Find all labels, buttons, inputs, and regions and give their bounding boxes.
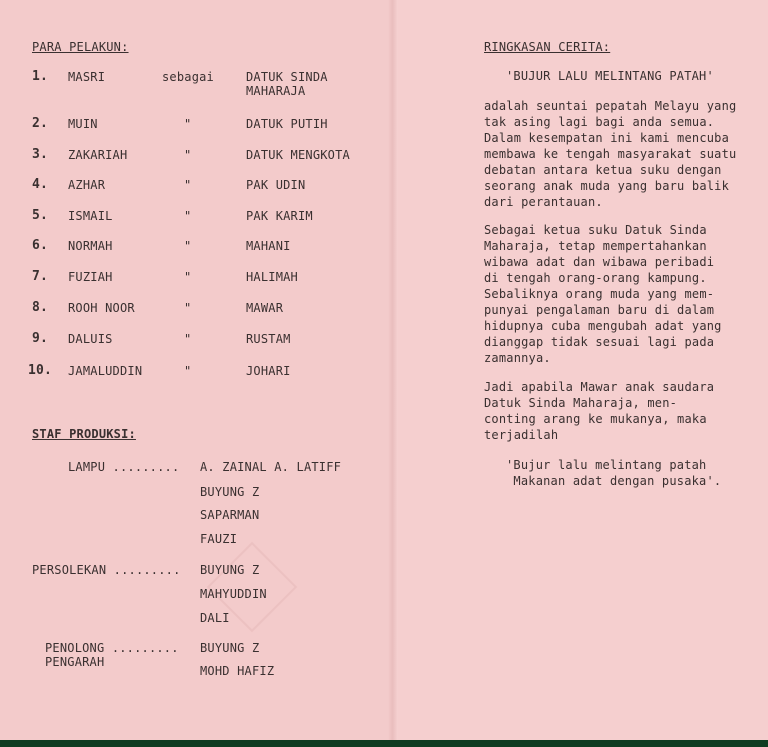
staff-name: A. ZAINAL A. LATIFF [200, 460, 342, 474]
cast-role: JOHARI [246, 364, 291, 378]
ditto-mark: " [184, 332, 192, 346]
ditto-mark: " [184, 270, 192, 284]
staff-name: SAPARMAN [200, 508, 260, 522]
cast-number: 8. [32, 300, 49, 315]
cast-connector: sebagai [162, 70, 214, 84]
cast-role: RUSTAM [246, 332, 291, 346]
cast-actor: MUIN [68, 117, 98, 131]
staff-name: FAUZI [200, 532, 238, 546]
synopsis-paragraph-3: Jadi apabila Mawar anak saudara Datuk Sinda Maharaja, men- conting arang ke mukanya, maka terjadilah [484, 380, 715, 442]
cast-role: HALIMAH [246, 270, 298, 284]
cast-number: 2. [32, 116, 49, 131]
ditto-mark: " [184, 239, 192, 253]
cast-role: PAK UDIN [246, 178, 306, 192]
cast-number: 1. [32, 69, 49, 84]
cast-actor: FUZIAH [68, 270, 113, 284]
cast-actor: AZHAR [68, 178, 106, 192]
cast-number: 9. [32, 331, 49, 346]
cast-role: DATUK PUTIH [246, 117, 328, 131]
staff-role-lampu: LAMPU ......... [68, 460, 180, 474]
cast-heading: PARA PELAKUN: [32, 40, 129, 54]
cast-actor: ZAKARIAH [68, 148, 128, 162]
ditto-mark: " [184, 178, 192, 192]
staff-name: BUYUNG Z [200, 563, 260, 577]
cast-number: 10. [28, 363, 53, 378]
cast-role: PAK KARIM [246, 209, 313, 223]
staff-role-penolong: PENOLONG ......... [45, 641, 179, 655]
cast-number: 6. [32, 238, 49, 253]
staff-role-persolekan: PERSOLEKAN ......... [32, 563, 181, 577]
center-fold [388, 0, 398, 740]
cast-role-line2: MAHARAJA [246, 84, 306, 98]
staff-name: DALI [200, 611, 230, 625]
cast-number: 3. [32, 147, 49, 162]
synopsis-heading: RINGKASAN CERITA: [484, 40, 611, 54]
cast-role: DATUK MENGKOTA [246, 148, 350, 162]
cast-number: 4. [32, 177, 49, 192]
ditto-mark: " [184, 209, 192, 223]
cast-actor: JAMALUDDIN [68, 364, 143, 378]
cast-number: 5. [32, 208, 49, 223]
staff-role-penolong-line2: PENGARAH [45, 655, 105, 669]
cast-actor: MASRI [68, 70, 106, 84]
staff-name: MAHYUDDIN [200, 587, 267, 601]
staff-name: BUYUNG Z [200, 485, 260, 499]
cast-role: MAWAR [246, 301, 284, 315]
cast-role: DATUK SINDA [246, 70, 328, 84]
synopsis-paragraph-1: adalah seuntai pepatah Melayu yang tak asing lagi bagi anda semua. Dalam kesempatan ini kami mencuba membawa ke tengah masyarakat suatu debatan antara ketua suku dengan seorang anak muda yang baru balik dari perantauan. [484, 99, 737, 209]
ditto-mark: " [184, 364, 192, 378]
cast-number: 7. [32, 269, 49, 284]
staff-heading: STAF PRODUKSI: [32, 427, 136, 441]
staff-name: BUYUNG Z [200, 641, 260, 655]
cast-actor: DALUIS [68, 332, 113, 346]
synopsis-title: 'BUJUR LALU MELINTANG PATAH' [506, 69, 714, 83]
synopsis-paragraph-2: Sebagai ketua suku Datuk Sinda Maharaja, tetap mempertahankan wibawa adat dan wibawa peribadi di tengah orang-orang kampung. Sebaliknya orang muda yang mem- punyai pengalaman baru di dalam hidupnya cuba mengubah adat yang dianggap tidak sesuai lagi pada zamannya. [484, 223, 722, 365]
ditto-mark: " [184, 301, 192, 315]
cast-actor: NORMAH [68, 239, 113, 253]
staff-name: MOHD HAFIZ [200, 664, 275, 678]
ditto-mark: " [184, 148, 192, 162]
cast-actor: ROOH NOOR [68, 301, 135, 315]
cast-role: MAHANI [246, 239, 291, 253]
synopsis-quote: 'Bujur lalu melintang patah Makanan adat dengan pusaka'. [506, 458, 722, 488]
cast-actor: ISMAIL [68, 209, 113, 223]
ditto-mark: " [184, 117, 192, 131]
